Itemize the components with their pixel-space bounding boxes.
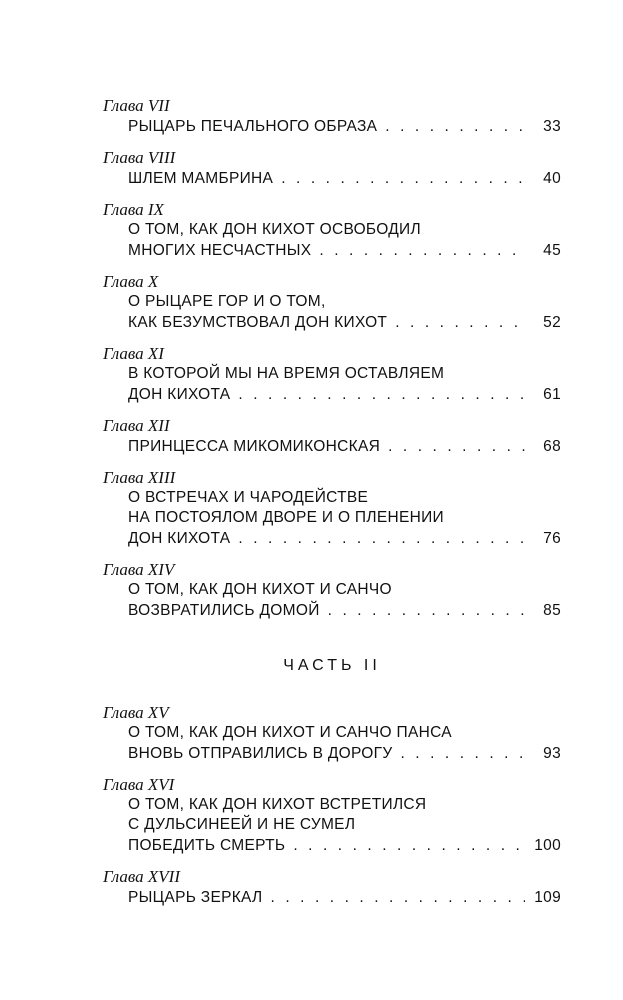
page-number: 68 xyxy=(543,438,561,455)
chapter-label: Глава VII xyxy=(103,96,170,115)
chapter-title-line: О ТОМ, КАК ДОН КИХОТ ОСВОБОДИЛ xyxy=(128,221,421,238)
dot-leader xyxy=(293,835,525,856)
page-number: 45 xyxy=(543,242,561,259)
chapter-title-line: О ТОМ, КАК ДОН КИХОТ И САНЧО ПАНСА xyxy=(128,724,452,741)
dot-leader xyxy=(400,743,525,764)
chapter-label: Глава IX xyxy=(103,200,164,219)
chapter-title xyxy=(103,220,561,261)
dot-leader xyxy=(281,168,525,189)
page-number: 85 xyxy=(543,602,561,619)
chapter-title xyxy=(103,436,561,457)
chapter-title-text: ШЛЕМ МАМБРИНА xyxy=(128,170,274,187)
chapter-title-text: ДОН КИХОТА xyxy=(128,530,231,547)
chapter-title-line: О ВСТРЕЧАХ И ЧАРОДЕЙСТВЕ xyxy=(128,489,369,506)
chapter-title xyxy=(103,580,561,621)
dot-leader xyxy=(395,312,525,333)
chapter-label: Глава XI xyxy=(103,344,164,363)
dot-leader xyxy=(328,600,525,621)
toc-entry xyxy=(103,867,561,908)
chapter-title-last-line xyxy=(128,436,561,457)
chapter-title xyxy=(103,116,561,137)
chapter-label: Глава XV xyxy=(103,703,169,722)
toc-part-one-list xyxy=(103,96,561,621)
chapter-title-last-line xyxy=(128,168,561,189)
chapter-title-text: ВНОВЬ ОТПРАВИЛИСЬ В ДОРОГУ xyxy=(128,745,393,762)
dot-leader xyxy=(271,887,526,908)
dot-leader xyxy=(238,528,525,549)
chapter-title-last-line xyxy=(128,835,561,856)
toc-entry xyxy=(103,344,561,405)
toc-entry xyxy=(103,468,561,549)
chapter-label: Глава X xyxy=(103,272,159,291)
toc-entry xyxy=(103,96,561,137)
chapter-title-last-line xyxy=(128,887,561,908)
chapter-title-last-line xyxy=(128,743,561,764)
dot-leader xyxy=(319,240,525,261)
chapter-title xyxy=(103,168,561,189)
toc-entry xyxy=(103,148,561,189)
chapter-title-text: МНОГИХ НЕСЧАСТНЫХ xyxy=(128,242,312,259)
page-number: 52 xyxy=(543,314,561,331)
part-heading: ЧАСТЬ II xyxy=(283,657,381,674)
page-number: 93 xyxy=(543,745,561,762)
dot-leader xyxy=(238,384,525,405)
toc-entry xyxy=(103,560,561,621)
page-number: 61 xyxy=(543,386,561,403)
chapter-title-last-line xyxy=(128,600,561,621)
chapter-label: Глава XVI xyxy=(103,775,175,794)
page-number: 33 xyxy=(543,118,561,135)
chapter-label: Глава XIII xyxy=(103,468,176,487)
chapter-label: Глава XII xyxy=(103,416,170,435)
chapter-label: Глава XIV xyxy=(103,560,175,579)
chapter-title-line: С ДУЛЬСИНЕЕЙ И НЕ СУМЕЛ xyxy=(128,816,356,833)
toc-entry xyxy=(103,200,561,261)
dot-leader xyxy=(385,116,525,137)
page-number: 109 xyxy=(534,889,561,906)
page-number: 100 xyxy=(534,837,561,854)
chapter-title xyxy=(103,887,561,908)
chapter-title-text: РЫЦАРЬ ЗЕРКАЛ xyxy=(128,889,263,906)
chapter-title xyxy=(103,364,561,405)
chapter-title-text: КАК БЕЗУМСТВОВАЛ ДОН КИХОТ xyxy=(128,314,388,331)
table-of-contents xyxy=(103,96,561,919)
chapter-title-last-line xyxy=(128,240,561,261)
chapter-title-text: ДОН КИХОТА xyxy=(128,386,231,403)
chapter-title xyxy=(103,292,561,333)
dot-leader xyxy=(388,436,525,457)
chapter-title-text: РЫЦАРЬ ПЕЧАЛЬНОГО ОБРАЗА xyxy=(128,118,378,135)
toc-entry xyxy=(103,775,561,856)
page-number: 40 xyxy=(543,170,561,187)
chapter-title-last-line xyxy=(128,384,561,405)
chapter-title-last-line xyxy=(128,312,561,333)
chapter-label: Глава VIII xyxy=(103,148,176,167)
toc-entry xyxy=(103,703,561,764)
chapter-title xyxy=(103,723,561,764)
chapter-title-text: ПРИНЦЕССА МИКОМИКОНСКАЯ xyxy=(128,438,381,455)
chapter-title xyxy=(103,795,561,856)
page-number: 76 xyxy=(543,530,561,547)
chapter-title-line: В КОТОРОЙ МЫ НА ВРЕМЯ ОСТАВЛЯЕМ xyxy=(128,365,445,382)
chapter-title xyxy=(103,488,561,549)
toc-part-two-list xyxy=(103,703,561,908)
chapter-title-last-line xyxy=(128,116,561,137)
chapter-title-line: НА ПОСТОЯЛОМ ДВОРЕ И О ПЛЕНЕНИИ xyxy=(128,509,444,526)
toc-entry xyxy=(103,272,561,333)
chapter-title-text: ВОЗВРАТИЛИСЬ ДОМОЙ xyxy=(128,602,320,619)
chapter-title-line: О ТОМ, КАК ДОН КИХОТ ВСТРЕТИЛСЯ xyxy=(128,796,427,813)
chapter-label: Глава XVII xyxy=(103,867,180,886)
chapter-title-line: О ТОМ, КАК ДОН КИХОТ И САНЧО xyxy=(128,581,392,598)
chapter-title-text: ПОБЕДИТЬ СМЕРТЬ xyxy=(128,837,286,854)
chapter-title-last-line xyxy=(128,528,561,549)
toc-entry xyxy=(103,416,561,457)
chapter-title-line: О РЫЦАРЕ ГОР И О ТОМ, xyxy=(128,293,326,310)
